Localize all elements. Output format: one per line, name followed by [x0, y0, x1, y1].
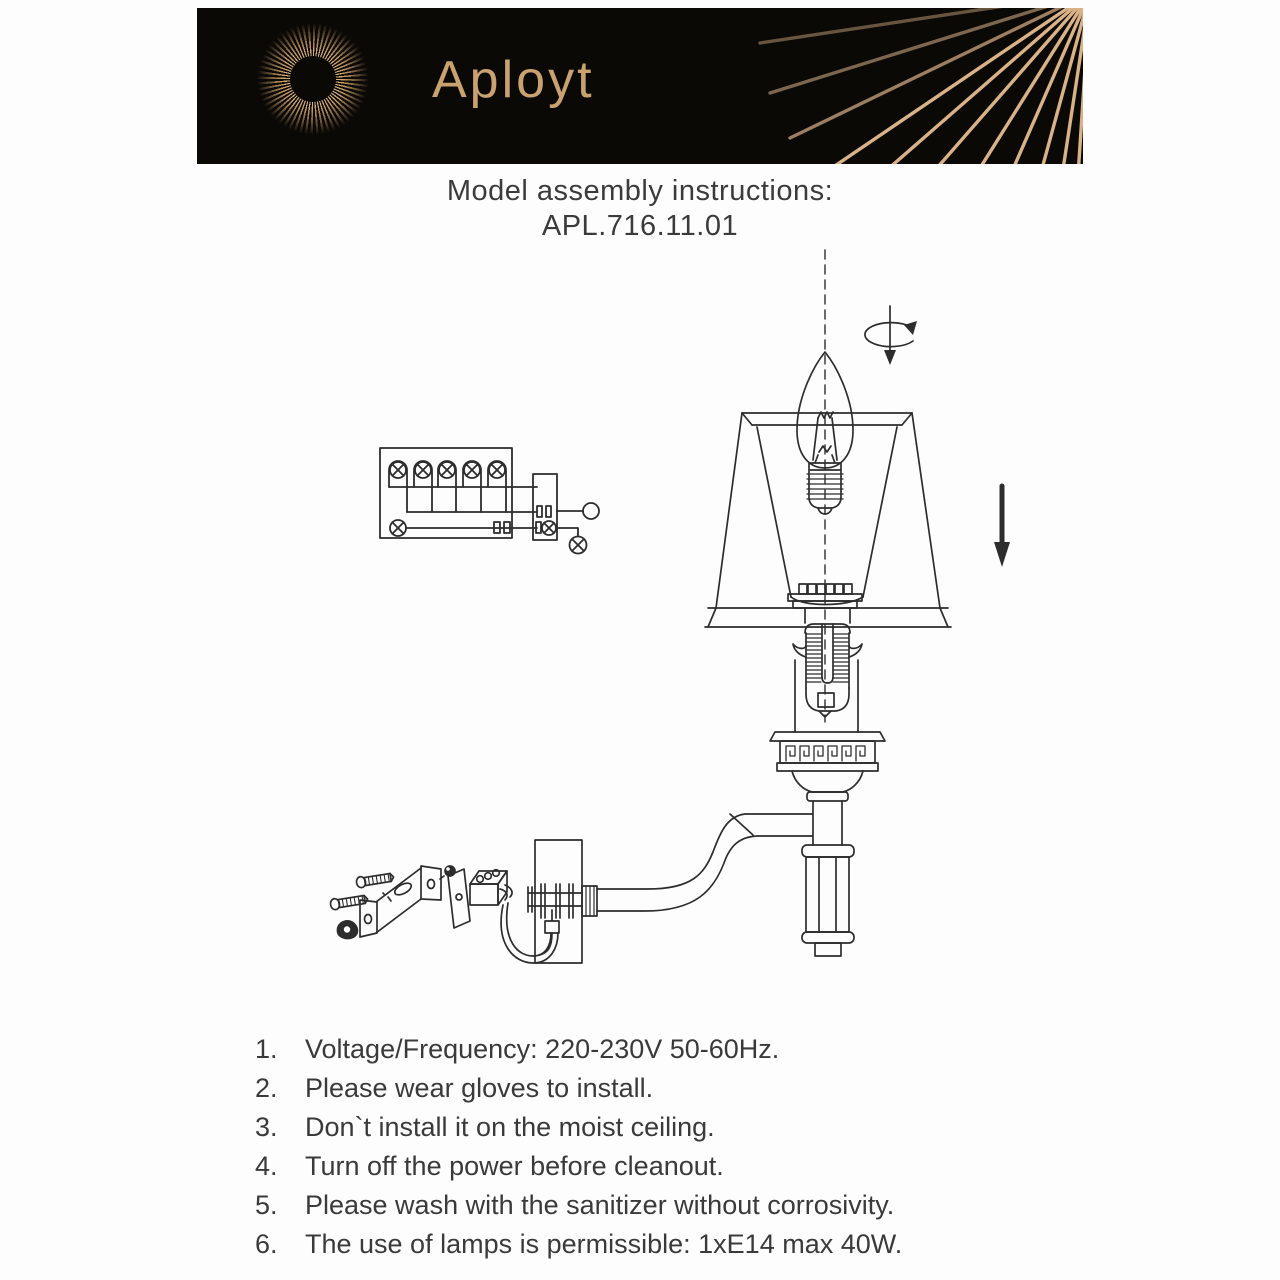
wall-plate: [528, 840, 597, 963]
lampshade: [705, 413, 951, 627]
item-number: 1.: [255, 1034, 278, 1064]
nut-icon: [337, 921, 357, 939]
item-number: 5.: [255, 1190, 278, 1220]
brand-name: Aployt: [432, 51, 595, 109]
model-number: APL.716.11.01: [541, 210, 739, 242]
rotation-arrow-icon: [865, 306, 917, 365]
mounting-plate: [440, 866, 470, 928]
item-text: Please wash with the sanitizer without corrosivity.: [305, 1190, 895, 1220]
item-number: 3.: [255, 1112, 278, 1142]
list-item: [255, 1225, 1095, 1264]
down-arrow-icon: [994, 486, 1010, 567]
item-text: Please wear gloves to install.: [305, 1073, 654, 1103]
list-item: [255, 1147, 1095, 1186]
page-title: Model assembly instructions:: [446, 175, 834, 207]
lamp-symbols-row: [389, 461, 506, 487]
item-text: Turn off the power before cleanout.: [305, 1151, 724, 1181]
screw-icon: [330, 894, 369, 911]
brand-banner: [197, 8, 1083, 164]
socket: [793, 624, 862, 732]
title-block: [0, 174, 1280, 244]
decorative-rays-icon: [743, 8, 1083, 164]
wires: [500, 885, 559, 963]
greek-key-collar: [770, 732, 885, 801]
list-item: [255, 1030, 1095, 1069]
candle-column: [802, 801, 854, 956]
item-text: The use of lamps is permissible: 1xE14 max 40W.: [305, 1229, 903, 1259]
wiring-schematic: [380, 448, 599, 554]
item-number: 2.: [255, 1073, 278, 1103]
instruction-list: [255, 1030, 1095, 1264]
sunburst-logo-icon: [255, 21, 371, 137]
list-item: [255, 1069, 1095, 1108]
item-number: 6.: [255, 1229, 278, 1259]
item-text: Don`t install it on the moist ceiling.: [305, 1112, 715, 1142]
wall-arm: [597, 814, 812, 911]
list-item: [255, 1108, 1095, 1147]
screw-icon: [356, 872, 395, 889]
item-number: 4.: [255, 1151, 278, 1181]
assembly-diagram: [0, 245, 1280, 1030]
list-item: [255, 1186, 1095, 1225]
item-text: Voltage/Frequency: 220-230V 50-60Hz.: [305, 1034, 780, 1064]
terminal-block: [470, 870, 507, 905]
